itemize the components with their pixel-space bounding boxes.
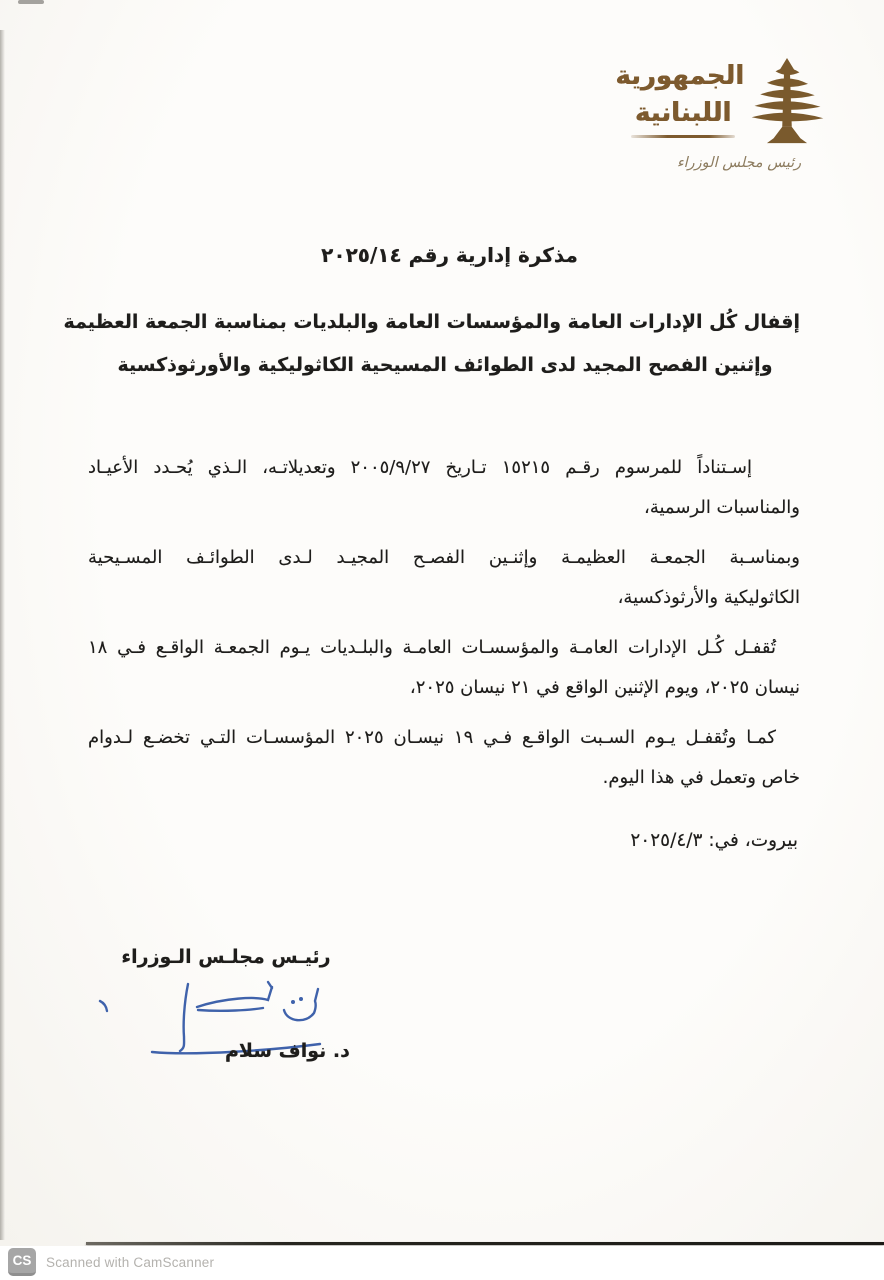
camscanner-caption: Scanned with CamScanner bbox=[46, 1254, 215, 1270]
body-paragraph bbox=[88, 448, 800, 528]
paragraph-line: إسـتناداً للمرسوم رقـم ١٥٢١٥ تـاريخ ٢٠٠٥/٩/٢٧ وتعديلاتـه، الـذي يُحـدد الأعيـاد bbox=[88, 457, 752, 478]
subject-line: وإثنين الفصح المجيد لدى الطوائف المسيحية الكاثوليكية والأورثوذكسية bbox=[117, 354, 773, 376]
body-paragraph bbox=[88, 628, 800, 708]
body-paragraph bbox=[88, 718, 800, 798]
paragraph-line: خاص وتعمل في هذا اليوم. bbox=[602, 767, 800, 788]
camscanner-footer bbox=[8, 1248, 214, 1276]
calligraphy-line-1: الجمهورية bbox=[615, 61, 744, 91]
office-caption: رئيس مجلس الوزراء bbox=[676, 155, 802, 171]
memo-subject bbox=[63, 301, 800, 387]
calligraphy-flourish bbox=[631, 135, 735, 138]
paragraph-line: والمناسبات الرسمية، bbox=[644, 497, 800, 518]
letterhead bbox=[615, 52, 834, 171]
subject-line: إقفال كُل الإدارات العامة والمؤسسات العامة والبلديات بمناسبة الجمعة العظيمة bbox=[63, 311, 800, 333]
calligraphy-line-2: اللبنانية bbox=[634, 98, 732, 128]
body-paragraph bbox=[88, 538, 800, 618]
paragraph-line: وبمناسـبة الجمعـة العظيمـة وإثنـين الفصـح المجيـد لـدى الطوائـف المسـيحية bbox=[88, 547, 800, 568]
signer-name: د. نواف سلام bbox=[225, 1040, 350, 1062]
place-date-line: بيروت، في: ٢٠٢٥/٤/٣ bbox=[630, 830, 798, 851]
lebanese-republic-calligraphy bbox=[615, 52, 744, 138]
signature-title: رئيـس مجلـس الـوزراء bbox=[121, 946, 331, 968]
left-edge-shadow bbox=[0, 30, 5, 1240]
scan-artifact bbox=[18, 0, 44, 4]
page-bottom-edge bbox=[86, 1242, 884, 1245]
paragraph-line: كمـا وتُقفـل يـوم السـبت الواقـع فـي ١٩ نيسـان ٢٠٢٥ المؤسسـات التـي تخضـع لـدوام bbox=[88, 727, 776, 748]
paragraph-line: نيسان ٢٠٢٥، ويوم الإثنين الواقع في ٢١ نيسان ٢٠٢٥، bbox=[409, 677, 800, 698]
paragraph-line: الكاثوليكية والأرثوذكسية، bbox=[617, 587, 800, 608]
cedar-tree-icon bbox=[744, 58, 830, 146]
camscanner-badge: CS bbox=[8, 1248, 36, 1276]
memo-title: مذكرة إدارية رقم ٢٠٢٥/١٤ bbox=[321, 243, 578, 267]
paragraph-line: تُقفـل كُـل الإدارات العامـة والمؤسسـات العامـة والبلـديات يـوم الجمعـة الواقـع فـي ١٨ bbox=[88, 637, 776, 658]
